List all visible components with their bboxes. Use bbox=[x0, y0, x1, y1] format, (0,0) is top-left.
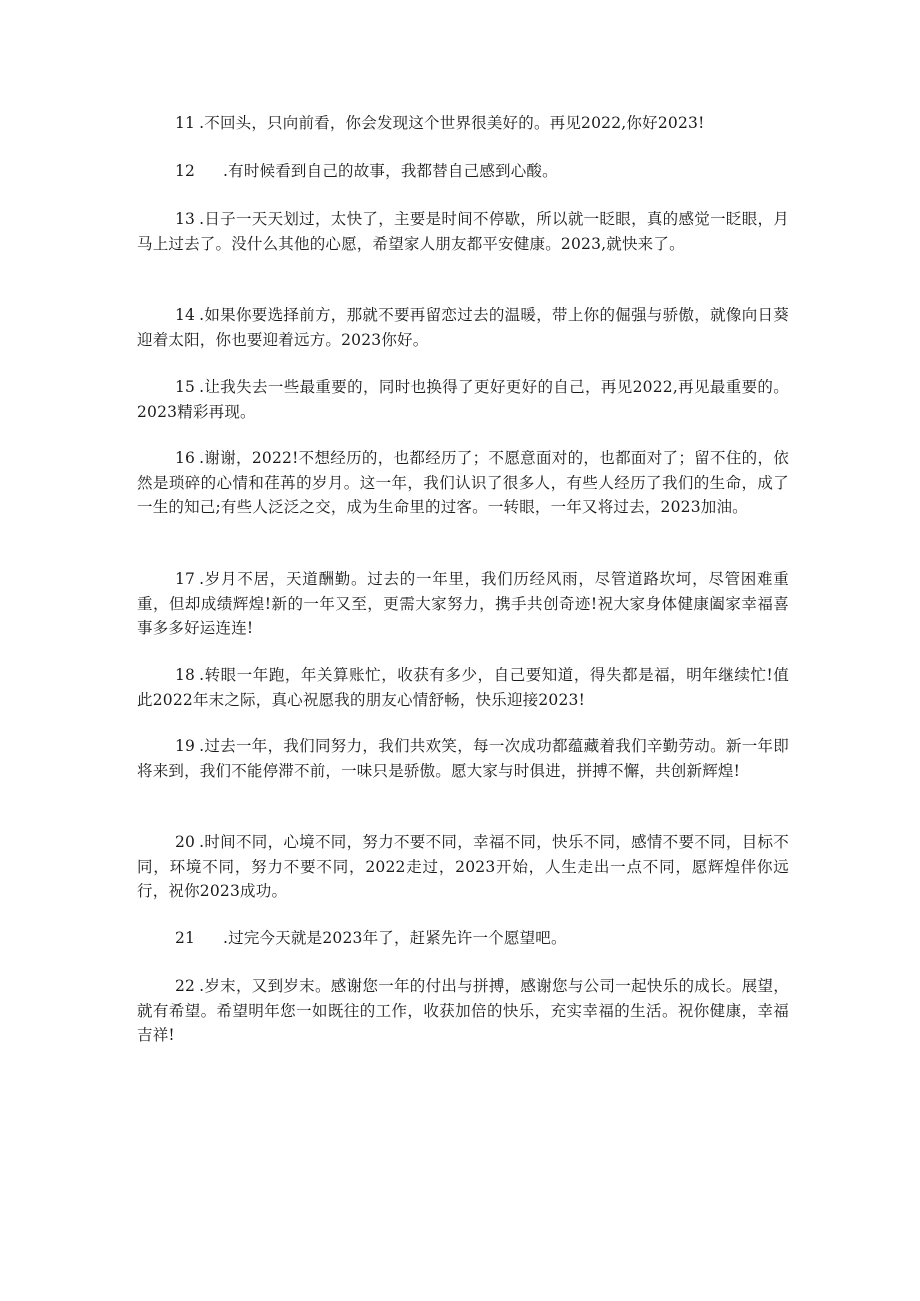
paragraph-19 bbox=[137, 734, 789, 783]
paragraph-21 bbox=[137, 926, 789, 951]
item-number: 15 bbox=[175, 378, 196, 396]
item-number: 20 bbox=[175, 833, 196, 851]
item-text: .日子一天天划过，太快了，主要是时间不停歇，所以就一眨眼，真的感觉一眨眼，月马上过去了。没什么其他的心愿，希望家人朋友都平安健康。2023,就快来了。 bbox=[137, 210, 789, 253]
item-number: 17 bbox=[175, 570, 196, 588]
paragraph-12 bbox=[137, 159, 789, 184]
item-text: .岁月不居，天道酬勤。过去的一年里，我们历经风雨，尽管道路坎坷，尽管困难重重，但却成绩辉煌!新的一年又至，更需大家努力，携手共创奇迹!祝大家身体健康阖家幸福喜事多多好运连连! bbox=[137, 570, 789, 637]
paragraph-17 bbox=[137, 567, 789, 641]
item-number: 12 bbox=[175, 162, 196, 180]
item-text: .时间不同，心境不同，努力不要不同，幸福不同，快乐不同，感情不要不同，目标不同，环境不同，努力不要不同，2022走过，2023开始，人生走出一点不同，愿辉煌伴你远行，祝你2023成功。 bbox=[137, 833, 789, 900]
item-text: .岁末，又到岁末。感谢您一年的付出与拼搏，感谢您与公司一起快乐的成长。展望，就有希望。希望明年您一如既往的工作，收获加倍的快乐，充实幸福的生活。祝你健康，幸福吉祥! bbox=[137, 977, 789, 1044]
item-number: 16 bbox=[175, 449, 196, 467]
item-text: .有时候看到自己的故事，我都替自己感到心酸。 bbox=[223, 162, 558, 180]
paragraph-20 bbox=[137, 830, 789, 904]
item-text: .转眼一年跑，年关算账忙，收获有多少，自己要知道，得失都是福，明年继续忙!值此2022年末之际，真心祝愿我的朋友心情舒畅，快乐迎接2023! bbox=[137, 666, 789, 709]
item-number: 19 bbox=[175, 737, 196, 755]
paragraph-16 bbox=[137, 446, 789, 520]
item-number: 21 bbox=[175, 929, 196, 947]
paragraph-15 bbox=[137, 375, 789, 424]
item-number: 18 bbox=[175, 666, 196, 684]
item-text: .谢谢，2022!不想经历的，也都经历了；不愿意面对的，也都面对了；留不住的，依然是琐碎的心情和荏苒的岁月。这一年，我们认识了很多人，有些人经历了我们的生命，成了一生的知己;有些人泛泛之交，成为生命里的过客。一转眼，一年又将过去，2023加油。 bbox=[137, 449, 789, 516]
item-text: .不回头，只向前看，你会发现这个世界很美好的。再见2022,你好2023! bbox=[199, 114, 705, 132]
paragraph-14 bbox=[137, 303, 789, 352]
item-number: 11 bbox=[175, 114, 196, 132]
paragraph-22 bbox=[137, 974, 789, 1048]
item-text: .让我失去一些最重要的，同时也换得了更好更好的自己，再见2022,再见最重要的。2023精彩再现。 bbox=[137, 378, 789, 421]
paragraph-18 bbox=[137, 663, 789, 712]
item-text: .如果你要选择前方，那就不要再留恋过去的温暖，带上你的倔强与骄傲，就像向日葵迎着太阳，你也要迎着远方。2023你好。 bbox=[137, 306, 789, 349]
item-number: 13 bbox=[175, 210, 196, 228]
item-number: 22 bbox=[175, 977, 196, 995]
item-number: 14 bbox=[175, 306, 196, 324]
paragraph-11 bbox=[137, 111, 789, 136]
item-text: .过去一年，我们同努力，我们共欢笑，每一次成功都蕴藏着我们辛勤劳动。新一年即将来到，我们不能停滞不前，一味只是骄傲。愿大家与时俱进，拼搏不懈，共创新辉煌! bbox=[137, 737, 789, 780]
item-text: .过完今天就是2023年了，赶紧先许一个愿望吧。 bbox=[223, 929, 567, 947]
paragraph-13 bbox=[137, 207, 789, 256]
